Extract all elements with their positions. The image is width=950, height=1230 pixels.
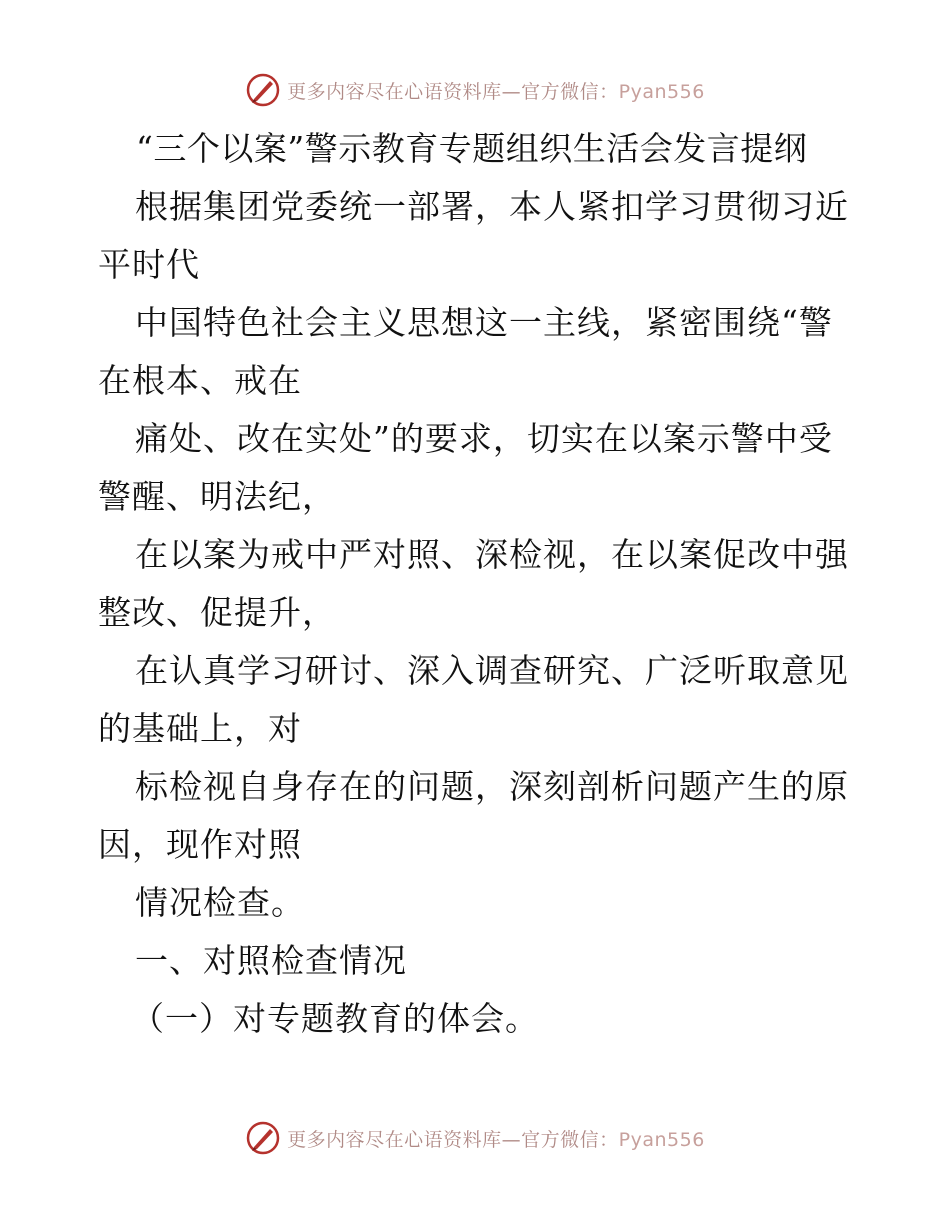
watermark-footer [0,1118,950,1158]
document-body [98,120,858,1048]
paragraph-line: 整改、促提升， [98,593,336,632]
paragraph-line: 因，现作对照 [98,825,302,864]
paragraph-line: 情况检查。 [135,883,305,922]
watermark-handle: Pyan556 [618,1128,705,1151]
watermark-text: 更多内容尽在心语资料库—官方微信： [287,80,619,103]
paragraph-line: 在根本、戒在 [98,361,302,400]
watermark-header [0,70,950,110]
watermark-text: 更多内容尽在心语资料库—官方微信： [287,1128,619,1151]
paragraph-line: 警醒、明法纪， [98,477,336,516]
quill-pen-seal-icon [245,72,281,108]
paragraph-line: 痛处、改在实处”的要求，切实在以案示警中受 [135,419,833,458]
section-heading: 一、对照检查情况 [135,941,407,980]
subsection-heading: （一）对专题教育的体会。 [131,999,539,1038]
quill-pen-seal-icon [245,1120,281,1156]
paragraph-line: 平时代 [98,245,200,284]
paragraph-line: 标检视自身存在的问题，深刻剖析问题产生的原 [135,767,849,806]
paragraph-line: 根据集团党委统一部署，本人紧扣学习贯彻习近 [135,187,849,226]
paragraph-line: 的基础上，对 [98,709,302,748]
paragraph-line: 在认真学习研讨、深入调查研究、广泛听取意见 [135,651,849,690]
paragraph-line: 中国特色社会主义思想这一主线，紧密围绕“警 [135,303,833,342]
watermark-handle: Pyan556 [618,80,705,103]
document-title: “三个以案”警示教育专题组织生活会发言提纲 [136,129,808,168]
paragraph-line: 在以案为戒中严对照、深检视，在以案促改中强 [135,535,849,574]
